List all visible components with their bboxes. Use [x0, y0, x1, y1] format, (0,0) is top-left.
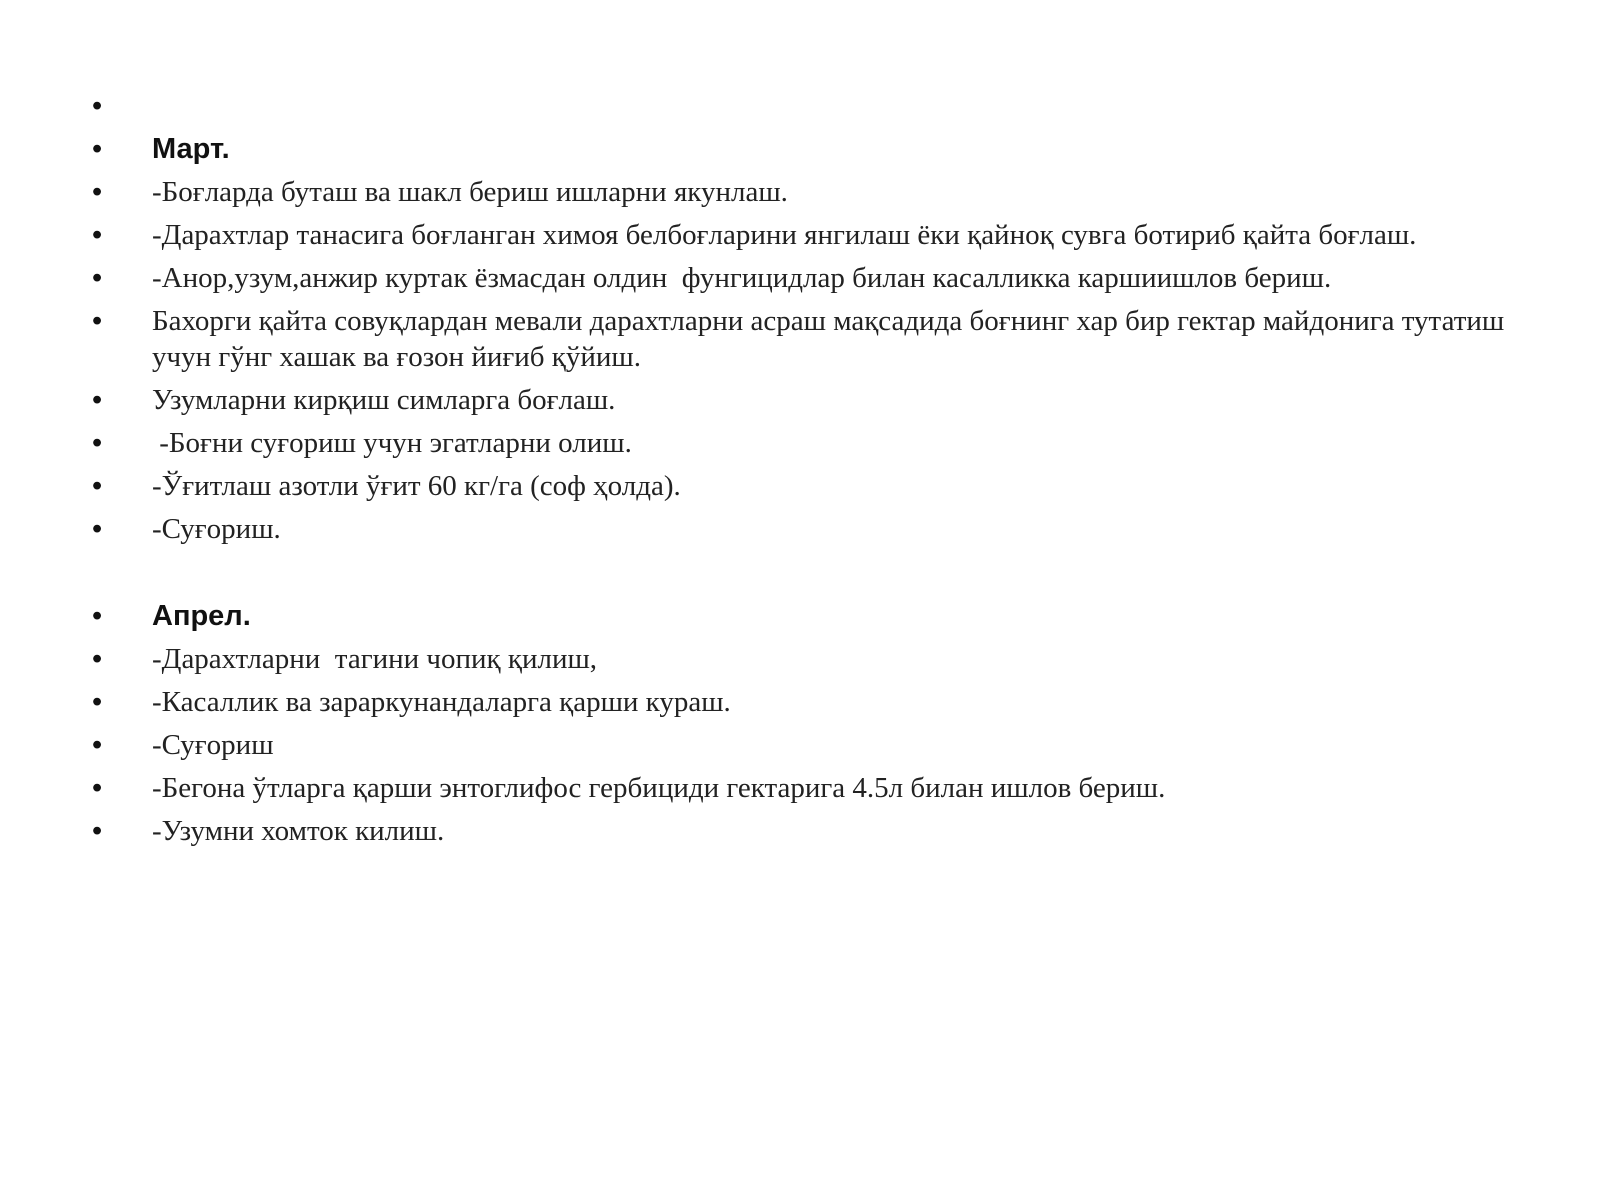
list-item — [0, 260, 1600, 296]
list-item-text: -Дарахтлар танасига боғланган химоя белбоғларини янгилаш ёки қайноқ сувга ботириб қайта боғлаш. — [152, 219, 1417, 251]
heading-text: Апрел. — [152, 600, 251, 632]
bullet-icon: • — [92, 133, 103, 165]
list-item — [0, 174, 1600, 210]
bullet-icon: • — [92, 815, 103, 847]
bullet-icon: • — [92, 90, 103, 122]
heading-text: Март. — [152, 133, 230, 165]
list-item — [0, 684, 1600, 720]
list-item-text: -Бегона ўтларга қарши энтоглифос гербициди гектарига 4.5л билан ишлов бериш. — [152, 772, 1166, 804]
list-item — [0, 511, 1600, 547]
list-item — [0, 303, 1600, 375]
bullet-icon: • — [92, 470, 103, 502]
list-item-text: -Узумни хомток килиш. — [152, 815, 445, 847]
list-item-text: -Боғни суғориш учун эгатларни олиш. — [152, 427, 632, 459]
list-item — [0, 468, 1600, 504]
list-item — [0, 382, 1600, 418]
section-heading-march — [0, 131, 1600, 167]
list-item — [0, 425, 1600, 461]
bullet-icon: • — [92, 176, 103, 208]
list-item — [0, 727, 1600, 763]
bullet-icon: • — [92, 772, 103, 804]
list-item-text: -Суғориш. — [152, 513, 281, 545]
bullet-icon: • — [92, 262, 103, 294]
bullet-icon: • — [92, 729, 103, 761]
bullet-icon: • — [92, 427, 103, 459]
list-item-text: -Суғориш — [152, 729, 274, 761]
empty-list-item — [0, 88, 1600, 124]
list-item-text: -Дарахтларни тагини чопиқ қилиш, — [152, 643, 598, 675]
list-item-text: Бахорги қайта совуқлардан мевали дарахтларни асраш мақсадида боғнинг хар бир гектар майдонига тутатиш учун гўнг хашак ва ғозон йиғиб қўйиш. — [152, 305, 1512, 373]
bullet-icon: • — [92, 305, 103, 337]
list-item — [0, 813, 1600, 849]
list-item-text: -Боғларда буташ ва шакл бериш ишларни якунлаш. — [152, 176, 788, 208]
bullet-icon: • — [92, 219, 103, 251]
bullet-icon: • — [92, 600, 103, 632]
bullet-icon: • — [92, 384, 103, 416]
bullet-icon: • — [92, 513, 103, 545]
list-item-text: -Касаллик ва зараркунандаларга қарши кураш. — [152, 686, 731, 718]
bullet-icon: • — [92, 686, 103, 718]
list-item-text: Узумларни кирқиш симларга боғлаш. — [152, 384, 616, 416]
bullet-list — [0, 88, 1600, 849]
list-item — [0, 770, 1600, 806]
section-heading-april — [0, 598, 1600, 634]
list-item — [0, 217, 1600, 253]
list-item-text: -Ўғитлаш азотли ўғит 60 кг/га (соф ҳолда). — [152, 470, 681, 502]
bullet-icon: • — [92, 643, 103, 675]
list-item-text: -Анор,узум,анжир куртак ёзмасдан олдин фунгицидлар билан касалликка каршиишлов бериш. — [152, 262, 1332, 294]
list-item — [0, 641, 1600, 677]
